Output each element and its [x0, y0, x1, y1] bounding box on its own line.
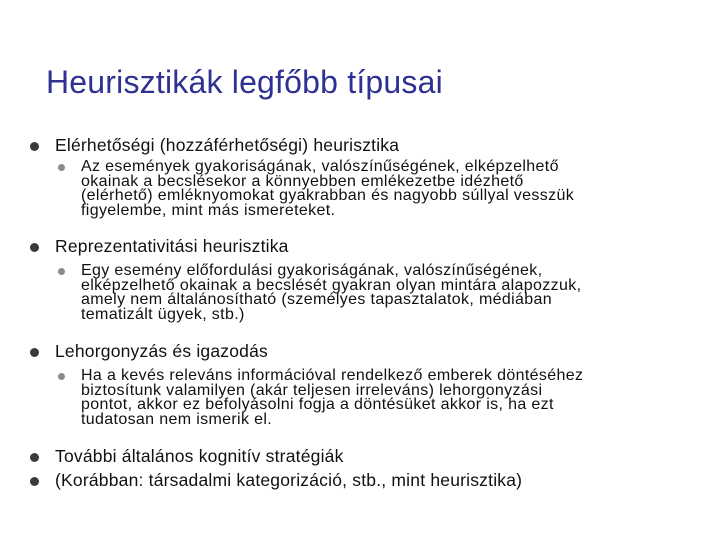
sub-bullet-line: tematizált ügyek, stb.): [81, 305, 245, 323]
bullet-heading: Lehorgonyzás és igazodás: [55, 341, 268, 361]
sub-bullet-line: Egy esemény előfordulási gyakoriságának, valószínűségének,: [81, 262, 543, 279]
sub-bullet-line: Az események gyakoriságának, valószínűségének, elképzelhető: [81, 158, 559, 175]
bullet-heading: (Korábban: társadalmi kategorizáció, stb., mint heurisztika): [55, 470, 523, 490]
sub-bullet-dot-icon: [58, 268, 65, 275]
slide-title: Heurisztikák legfőbb típusai: [46, 64, 443, 100]
sub-bullet-line: Ha a kevés releváns információval rendelkező emberek döntéséhez: [81, 367, 584, 384]
sub-bullet-dot-icon: [58, 164, 65, 171]
sub-bullet-line: okainak a becslésekor a könnyebben emlékezetbe idézhető: [81, 172, 524, 190]
bullet-dot-icon: [30, 142, 39, 151]
sub-bullet-line: (elérhető) emléknyomokat gyakrabban és nagyobb súllyal vesszük: [81, 187, 575, 205]
sub-bullet-text: [81, 369, 693, 427]
sub-bullet-line: elképzelhető okainak a becslését gyakran olyan mintára alapozzuk,: [81, 276, 582, 294]
bullet-heading: Elérhetőségi (hozzáférhetőségi) heurisztika: [55, 135, 400, 155]
bullet-dot-icon: [30, 243, 39, 252]
bullet-dot-icon: [30, 453, 39, 462]
sub-bullet-line: amely nem általánosítható (személyes tapasztalatok, médiában: [81, 291, 553, 309]
bullet-heading: További általános kognitív stratégiák: [55, 446, 344, 466]
bullet-dot-icon: [30, 348, 39, 357]
bullet-heading: Reprezentativitási heurisztika: [55, 236, 289, 256]
sub-bullet-line: figyelembe, mint más ismereteket.: [81, 201, 336, 219]
sub-bullet-line: pontot, akkor ez befolyásolni fogja a döntésüket akkor is, ha ezt: [81, 396, 554, 414]
sub-bullet-dot-icon: [58, 373, 65, 380]
sub-bullet-line: biztosítunk valamilyen (akár teljesen irreleváns) lehorgonyzási: [81, 381, 543, 399]
bullet-dot-icon: [30, 477, 39, 486]
sub-bullet-line: tudatosan nem ismerik el.: [81, 410, 273, 428]
sub-bullet-text: [81, 264, 693, 322]
sub-bullet-text: [81, 160, 693, 218]
